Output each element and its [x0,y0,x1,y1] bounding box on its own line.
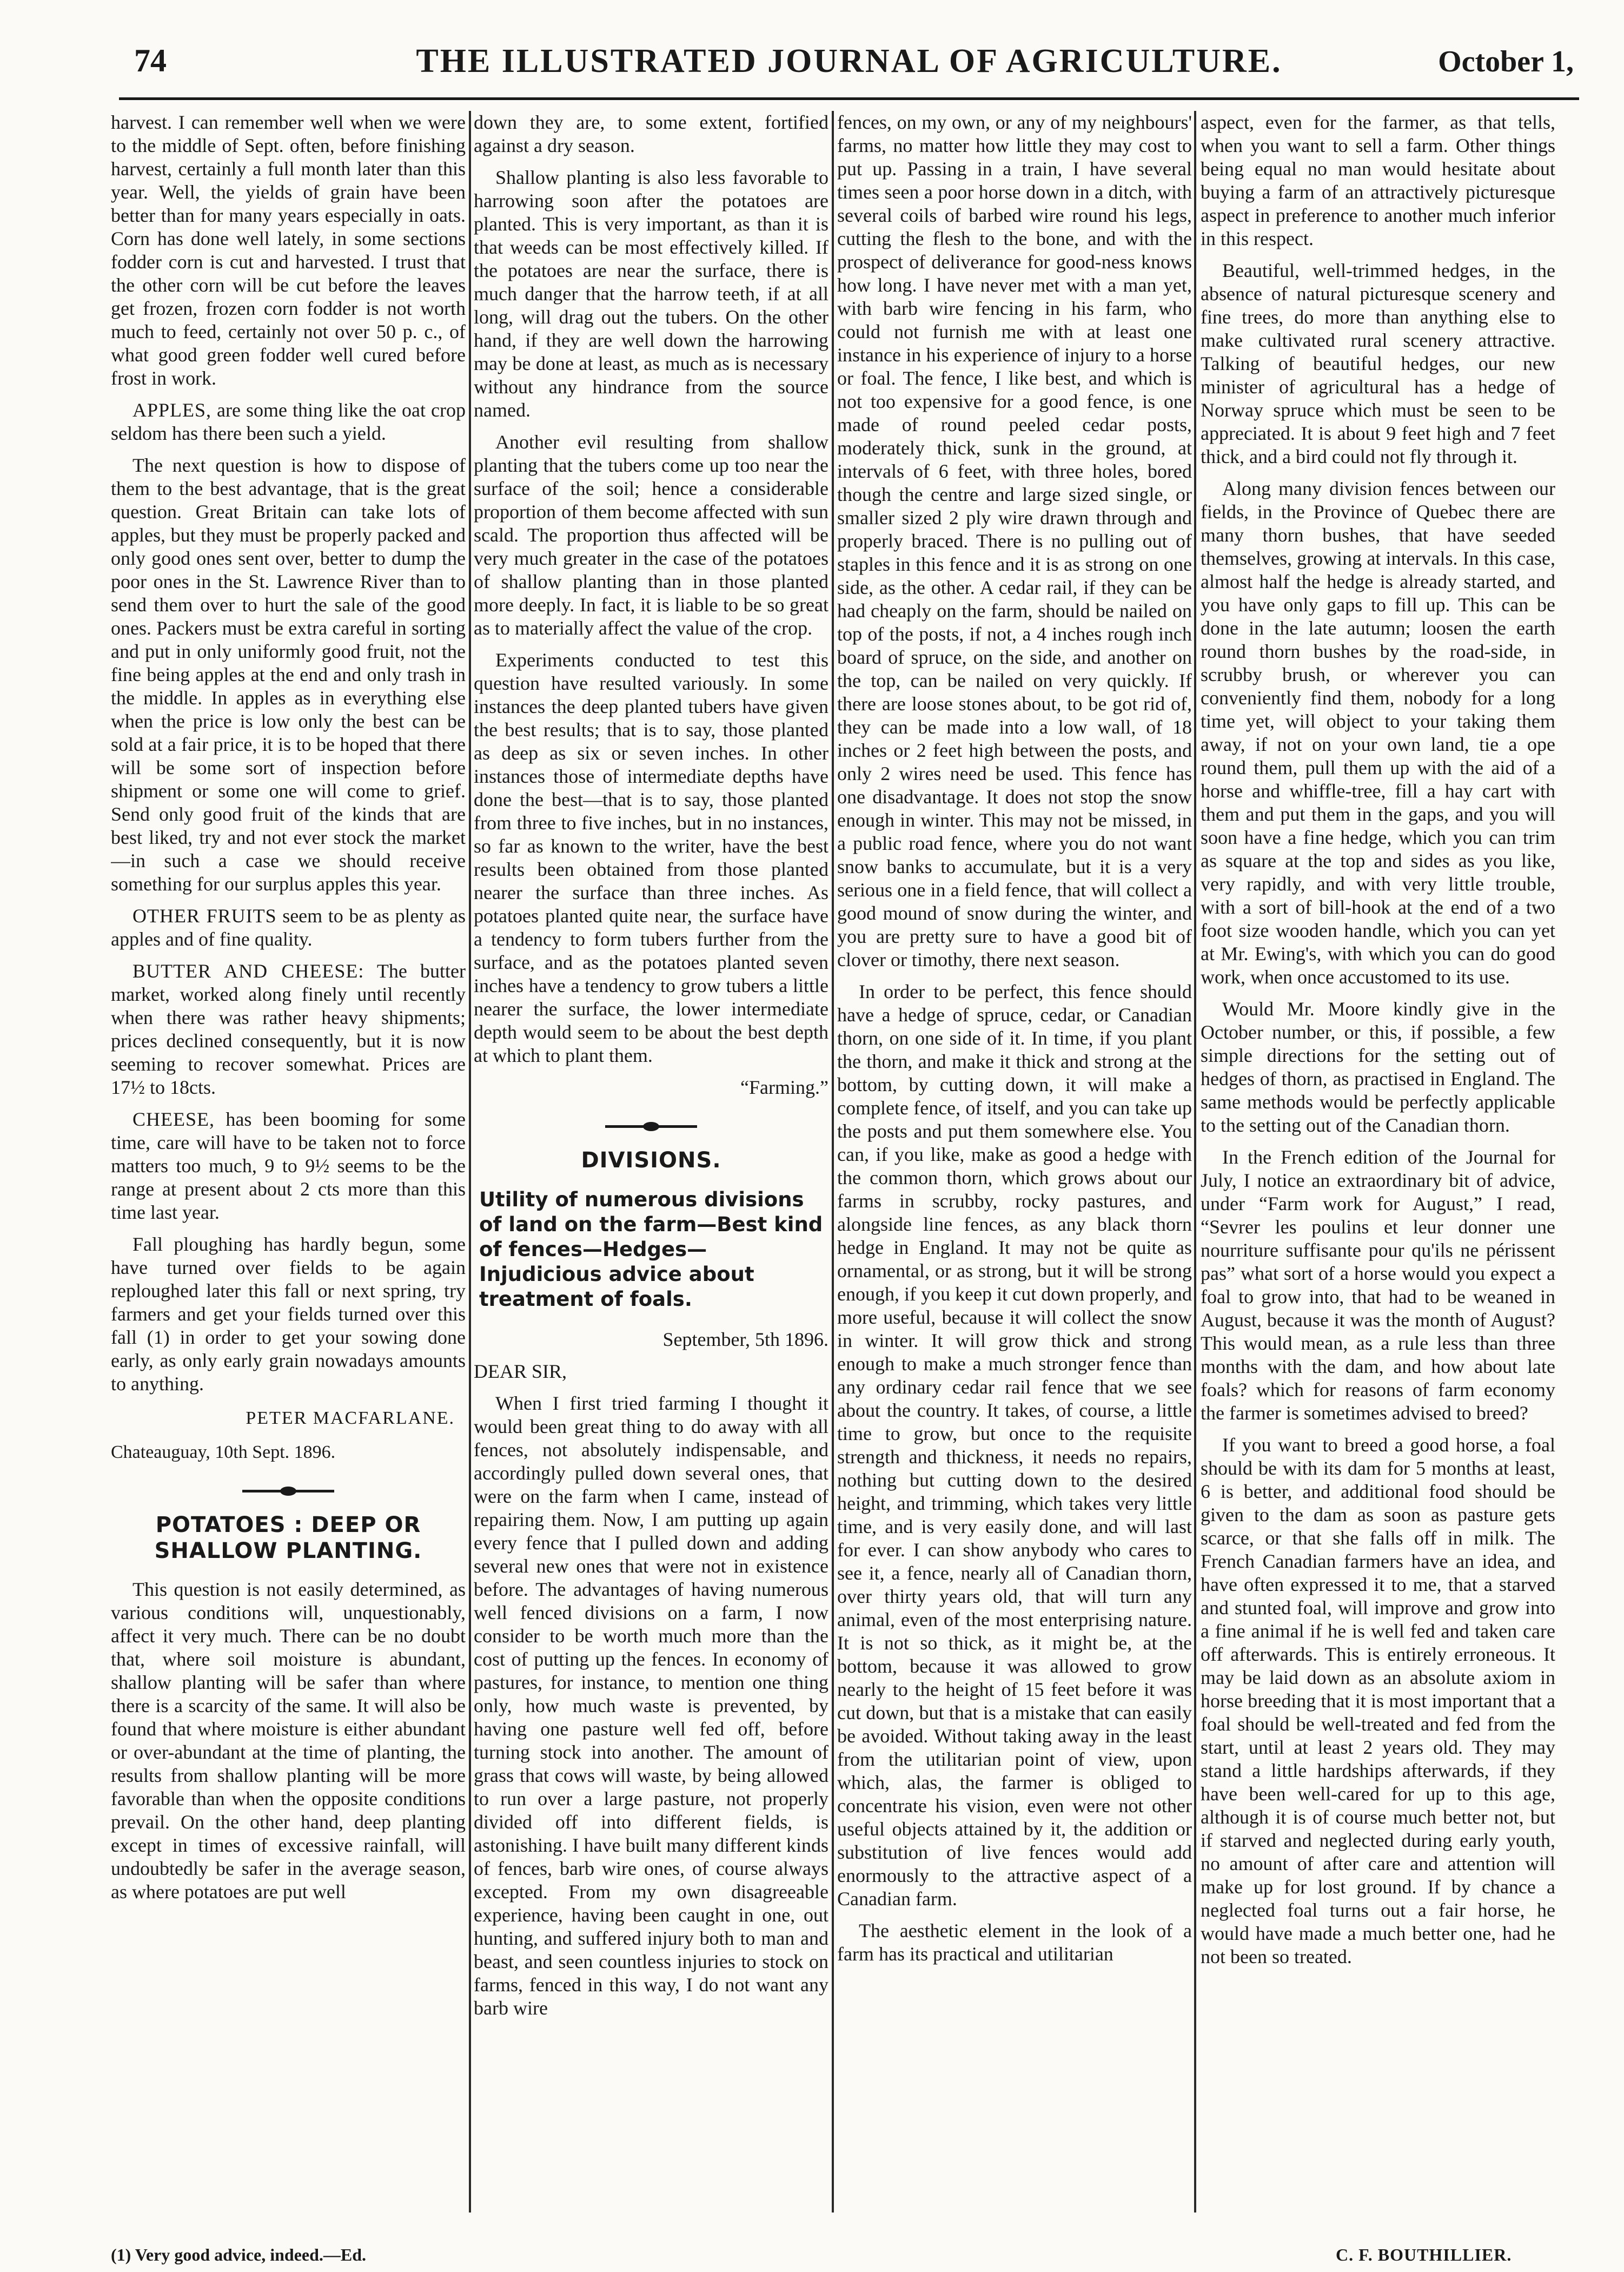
run-in-lead: CHEESE, [132,1108,215,1130]
paragraph: Fall ploughing has hardly begun, some have turned over fields to be again reploughed later this fall or next spring, try farmers and get your fields turned over this fall (1) in order to get your sowing done early, as only early grain nowadays amounts to anything. [111,1233,466,1395]
column-rule [832,111,834,2212]
paragraph: harvest. I can remember well when we were to the middle of Sept. often, before finishing harvest, certainly a full month later than this year. Well, the yields of grain have been better than for many years especially in oats. Corn has done well lately, in some sections fodder corn is cut and harvested. I trust that the other corn will be cut before the leaves get frozen, frozen corn fodder is not worth much to feed, certainly not over 50 p. c., of what good green fodder well cured before frost in work. [111,111,466,389]
paragraph: When I first tried farming I thought it would been great thing to do away with all fences, not absolutely indispensable, and accordingly pulled down several ones, that were on the farm when I came, instead of repairing them. Now, I am putting up again every fence that I pulled down and adding several new ones that were not in existence before. The advantages of having numerous well fenced divisions on a farm, I now consider to be worth much more than the cost of putting up the fences. In economy of pastures, for instance, to mention one thing only, how much waste is prevented, by having one pasture well fed off, before turning stock into another. The amount of grass that cows will waste, by being allowed to run over a large pasture, not properly divided off into different fields, is astonishing. I have built many different kinds of fences, barb wire ones, of course always excepted. From my own disagreeable experience, having been caught in one, out hunting, and suffered injury both to man and beast, and seen countless injuries to stock on farms, fenced in this way, I do not want any barb wire [474,1392,828,2019]
paragraph: BUTTER AND CHEESE: The butter market, worked along finely until recently when there was rather heavy shipments; prices declined consequently, but it is now seeming to recover somewhat. Prices are 17½ to 18cts. [111,960,466,1098]
paragraph: Along many division fences between our fields, in the Province of Quebec there are many thorn bushes, that have seeded themselves, growing at intervals. In this case, almost half the hedge is already started, and you have only gaps to fill up. This can be done in the late autumn; loosen the earth round thorn bushes by the road-side, in scrubby brush, or wherever you can conveniently find them, nobody for a long time yet, will object to your taking them away, if not on your own land, tie a ope round them, pull them up with the aid of a horse and whiffle-tree, fill a hay cart with them and put them in the gaps, and you will soon have a fine hedge, which you can trim as square at the top and sides as you like, very rapidly, and with very little trouble, with a sort of bill-hook at the end of a two foot size wooden handle, which you can yet at Mr. Ewing's, with which you can do good work, when once accustomed to its use. [1201,478,1555,988]
paragraph: Another evil resulting from shallow planting that the tubers come up too near the surface of the soil; hence a considerable proportion of them become affected with sun scald. The proportion thus affected will be very much greater in the case of the potatoes of shallow planting than in those planted more deeply. In fact, it is liable to be so great as to materially affect the value of the crop. [474,431,828,639]
page-header [119,32,1579,100]
attribution: “Farming.” [740,1076,828,1098]
page-number: 74 [134,43,167,78]
issue-date: October 1, [1438,45,1574,78]
paragraph: Shallow planting is also less favorable to harrowing soon after the potatoes are planted. This is very important, as than it is that weeds can be most effectively killed. If the potatoes are near the surface, there is much danger that the harrow teeth, if at all long, will drag out the tubers. On the other hand, if they are well down the harrowing may be done at least, as much as is necessary without any hindrance from the source named. [474,167,828,421]
paragraph: If you want to breed a good horse, a foal should be with its dam for 5 months at least, 6 is better, and additional food should be given to the dam as soon as pasture gets scarce, or that she falls off in milk. The French Canadian farmers have an idea, and have often expressed it to me, that a starved and stunted foal, will improve and grow into a fine animal if he is well fed and taken care off afterwards. This is entirely erroneous. It may be laid down as an absolute axiom in horse breeding that it is most important that a foal should be well-treated and fed from the start, until at least 2 years old. They may stand a little hardships afterwards, if they have been well-cared for up to this age, although it is of course much better not, but if starved and neglected during early youth, no amount of after care and attention will make up for lost ground. If by chance a neglected foal turns out a fair horse, he would have made a much better one, had he not been so treated. [1201,1434,1555,1967]
author-signature: C. F. BOUTHILLIER. [1336,2245,1512,2264]
section-divider [605,1125,697,1128]
paragraph: APPLES, are some thing like the oat crop seldom has there been such a yield. [111,399,466,444]
paragraph: OTHER FRUITS seem to be as plenty as apples and of fine quality. [111,905,466,950]
journal-title: THE ILLUSTRATED JOURNAL OF AGRICULTURE. [416,43,1282,80]
run-in-lead: BUTTER AND CHEESE: [132,960,364,982]
run-in-lead: OTHER FRUITS [132,905,277,927]
paragraph: Would Mr. Moore kindly give in the October number, or this, if possible, a few simple directions for the setting out of hedges of thorn, as practised in England. The same methods would be perfectly applicable to the setting out of the Canadian thorn. [1201,998,1555,1136]
dateline: September, 5th 1896. [662,1329,828,1350]
column-rule [1194,111,1196,2212]
paragraph: aspect, even for the farmer, as that tells, when you want to sell a farm. Other things being equal no man would hesitate about buying a farm of an attractively picturesque aspect in preference to another much inferior in this respect. [1201,111,1555,249]
paragraph: In order to be perfect, this fence should have a hedge of spruce, cedar, or Canadian thorn, on one side of it. In time, if you plant the thorn, and make it thick and strong at the bottom, by cutting down, it will make a complete fence, of itself, and you can take up the posts and put them somewhere else. You can, if you like, make as good a hedge with the common thorn, which grows about our farms in scrubby, rocky pastures, and alongside line fences, as any black thorn hedge in England. It may not be quite as ornamental, or as strong, but it will be strong enough, if you keep it cut down properly, and more useful, because it will collect the snow in winter. It will grow thick and strong enough to make a much stronger fence than any ordinary cedar rail fence that we see about the country. It takes, of course, a little time to grow, but once to the requisite strength and thickness, it needs no repairs, nothing but cutting down to the desired height, and trimming, which takes very little time, and is very easily done, and will last for ever. I can show anybody who cares to see it, a fence, nearly all of Canadian thorn, over thirty years old, that will turn any animal, even of the most enterprising nature. It is not so thick, as it might be, at the bottom, because it was allowed to grow nearly to the height of 15 feet before it was cut down, but that is a mistake that can easily be avoided. Without taking away in the least from the utilitarian point of view, upon which, alas, the farmer is obliged to concentrate his vision, even were not other useful objects attained by it, the addition or substitution of live fences would add enormously to the attractive aspect of a Canadian farm. [837,981,1192,1910]
salutation: DEAR SIR, [474,1360,567,1382]
paragraph: Beautiful, well-trimmed hedges, in the absence of natural picturesque scenery and fine trees, do more than anything else to make cultivated rural scenery attractive. Talking of beautiful hedges, our new minister of agricultural has a hedge of Norway spruce which must be seen to be appreciated. It is about 9 feet high and 7 feet thick, and a bird could not fly through it. [1201,260,1555,467]
paragraph: down they are, to some extent, fortified against a dry season. [474,111,828,156]
paragraph: The next question is how to dispose of them to the best advantage, that is the great question. Great Britain can take lots of apples, but they must be properly packed and only good ones sent over, better to dump the poor ones in the St. Lawrence River than to send them over to hurt the sale of the good ones. Packers must be extra careful in sorting and put in only uniformly good fruit, not the fine being apples at the end and only trash in the middle. In apples as in everything else when the price is low only the best can be sold at a fair price, it is to be hoped that there will be some sort of inspection before shipment or some one will come to grief. Send only good fruit of the kinds that are best liked, try and not ever stock the market—in such a case we should receive something for our surplus apples this year. [111,454,466,895]
column-4 [1201,111,1555,2221]
paragraph: fences, on my own, or any of my neighbours' farms, no matter how little they may cost to put up. Passing in a train, I have several times seen a poor horse down in a ditch, with several coils of barbed wire round his legs, cutting the flesh to the bone, and with the prospect of deliverance for good-ness knows how long. I have never met with a man yet, with barb wire fencing in his farm, who could not furnish me with at least one instance in his experience of injury to a horse or foal. The fence, I like best, and which is not too expensive for a good fence, is one made of round peeled cedar posts, moderately thick, sunk in the ground, at intervals of 6 feet, with three holes, bored though the centre and large sized single, or smaller sized 2 ply wire drawn through and properly braced. There is no pulling out of staples in this fence and it is as strong on one side, as the other. A cedar rail, if they can be had cheaply on the farm, should be nailed on top of the posts, if not, a 4 inches rough inch board of spruce, on the side, and another on the top, can be nailed on very quickly. If there are loose stones about, to be got rid of, they can be made into a low wall, of 18 inches or 2 feet high between the posts, and only 2 wires need be used. This fence has one disadvantage. It does not stop the snow enough in winter. This may not be missed, in a public road fence, where you do not want snow banks to accumulate, but it is a very serious one in a field fence, that will collect a good mound of snow during the winter, and you are pretty sure to have a good bit of clover or timothy, there next season. [837,111,1192,970]
column-1 [111,111,466,2221]
footnote: (1) Very good advice, indeed.—Ed. [111,2245,367,2264]
column-rule [469,111,471,2212]
dateline: Chateauguay, 10th Sept. 1896. [111,1442,336,1462]
paragraph: CHEESE, has been booming for some time, care will have to be taken not to force matters too much, 9 to 9½ seems to be the range at present about 2 cts more than this time last year. [111,1108,466,1223]
paragraph: In the French edition of the Journal for July, I notice an extraordinary bit of advice, under “Farm work for August,” I read, “Sevrer les poulins et leur donner une nourriture suffisante pour qu'ils ne périssent pas” what sort of a horse would you expect a foal to grow into, that had to be weaned in August, because it was the month of August? This would mean, as a rule less than three months with the dam, and how about late foals? which for reasons of farm economy the farmer is sometimes advised to breed? [1201,1146,1555,1424]
author-signature: PETER MACFARLANE. [246,1408,455,1428]
paragraph: Experiments conducted to test this question have resulted variously. In some instances the deep planted tubers have given the best results; that is to say, those planted as deep as six or seven inches. In other instances those of intermediate depths have done the best—that is to say, those planted from three to five inches, but in no instances, so far as known to the writer, have the best results been obtained from those planted nearer the surface than three inches. As potatoes planted quite near, the surface have a tendency to form tubers further from the surface, and as the potatoes planted seven inches have a tendency to grow tubers a little nearer the surface, the lower intermediate depth would seem to be about the best depth at which to plant them. [474,649,828,1066]
section-divider [242,1490,334,1492]
run-in-lead: APPLES, [132,399,212,421]
paragraph: The aesthetic element in the look of a farm has its practical and utilitarian [837,1920,1192,1965]
paragraph: This question is not easily determined, as various conditions will, unquestionably, affect it very much. There can be no doubt that, where soil moisture is abundant, shallow planting will be safer than where there is a scarcity of the same. It will also be found that where moisture is either abundant or over-abundant at the time of planting, the results from shallow planting will be more favorable than when the opposite conditions prevail. On the other hand, deep planting except in times of excessive rainfall, will undoubtedly be safer in the average season, as where potatoes are put well [111,1578,466,1903]
article-heading: POTATOES : DEEP OR SHALLOW PLANTING. [154,1513,422,1563]
article-subheading: Utility of numerous divisions of land on the farm—Best kind of fences—Hedges—Injudicious advice about treatment of foals. [479,1188,823,1311]
column-2 [474,111,828,2221]
column-3 [837,111,1192,2221]
article-heading: DIVISIONS. [581,1148,721,1173]
